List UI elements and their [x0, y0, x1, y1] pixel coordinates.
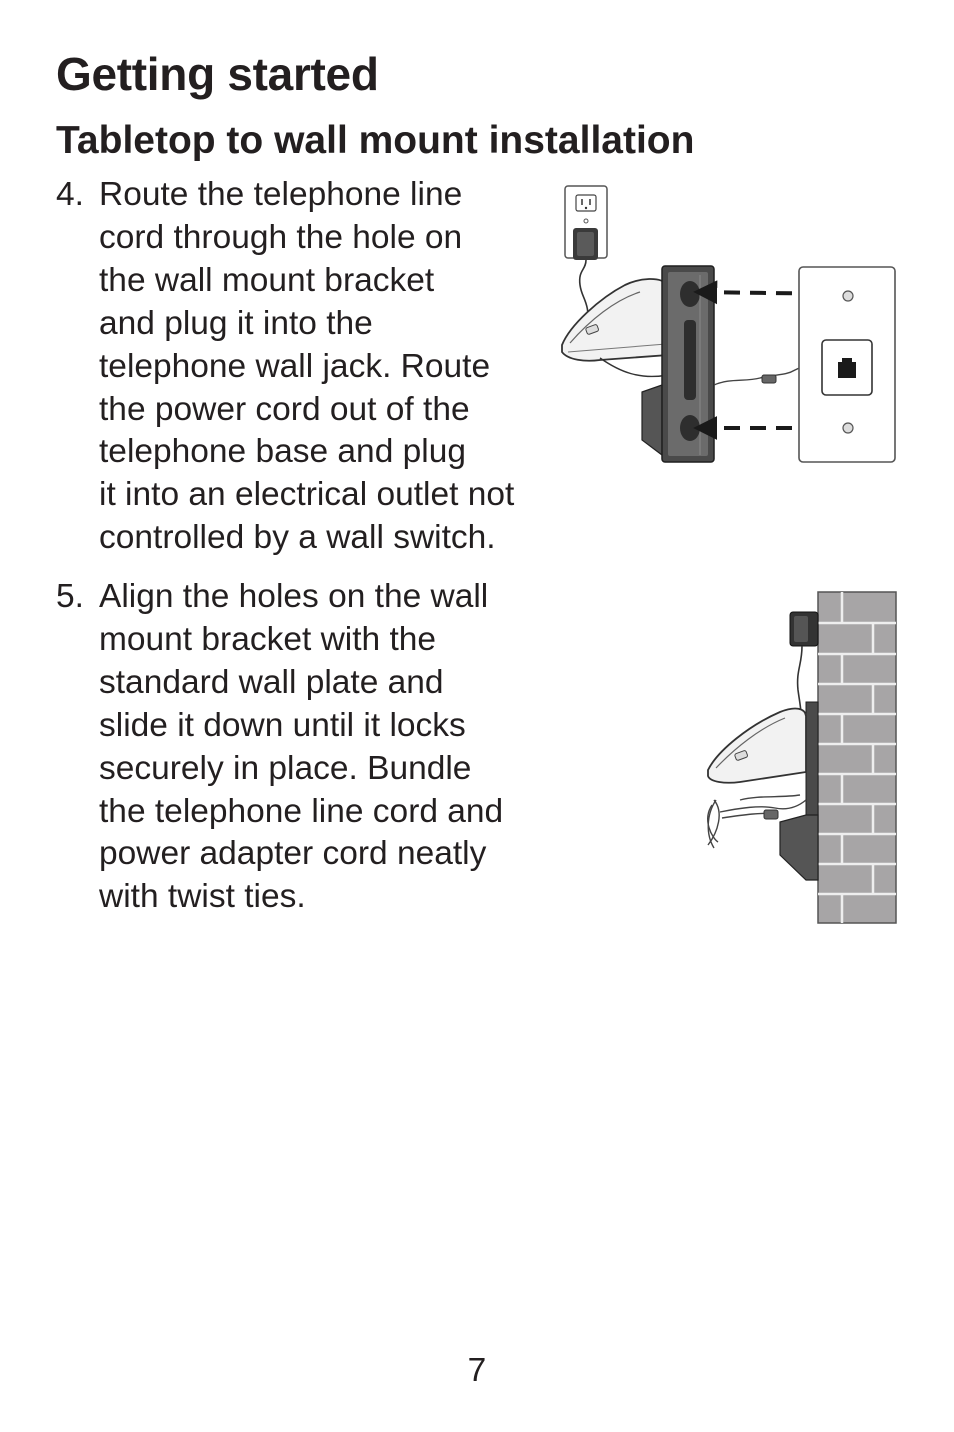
step-line: power adapter cord neatly: [99, 835, 487, 873]
step-text: [99, 576, 503, 919]
mounted-telephone-illustration: [700, 590, 900, 930]
step-line: it into an electrical outlet not: [99, 476, 515, 514]
step-line: cord through the hole on: [99, 218, 463, 256]
section-title: Tabletop to wall mount installation: [56, 119, 695, 162]
step-line: controlled by a wall switch.: [99, 519, 496, 557]
step-number: 4.: [56, 176, 84, 213]
step-line: mount bracket with the: [99, 620, 437, 658]
page-number: 7: [467, 1352, 487, 1389]
wall-mount-alignment-illustration: [556, 180, 901, 470]
telephone-base-icon: [708, 709, 806, 783]
brick-wall-icon: [818, 592, 896, 923]
step-line: and plug it into the: [99, 304, 373, 342]
step-line: Route the telephone line: [99, 176, 463, 213]
wall-plate-icon: [799, 267, 895, 462]
step-line: standard wall plate and: [99, 663, 444, 701]
step-line: securely in place. Bundle: [99, 749, 472, 787]
step-line: the telephone line cord and: [99, 792, 504, 830]
step-line: slide it down until it locks: [99, 706, 466, 744]
cord-plug-icon: [762, 375, 776, 383]
step-number: 5.: [56, 578, 84, 615]
page-title: Getting started: [56, 48, 379, 100]
step-line: the wall mount bracket: [99, 261, 435, 299]
step-line: the power cord out of the: [99, 390, 470, 428]
step-text: [99, 174, 514, 560]
step-line: telephone wall jack. Route: [99, 347, 491, 385]
step-line: Align the holes on the wall: [99, 578, 489, 615]
step-line: telephone base and plug: [99, 433, 466, 471]
telephone-base-icon: [562, 279, 668, 377]
step-line: with twist ties.: [99, 878, 306, 916]
